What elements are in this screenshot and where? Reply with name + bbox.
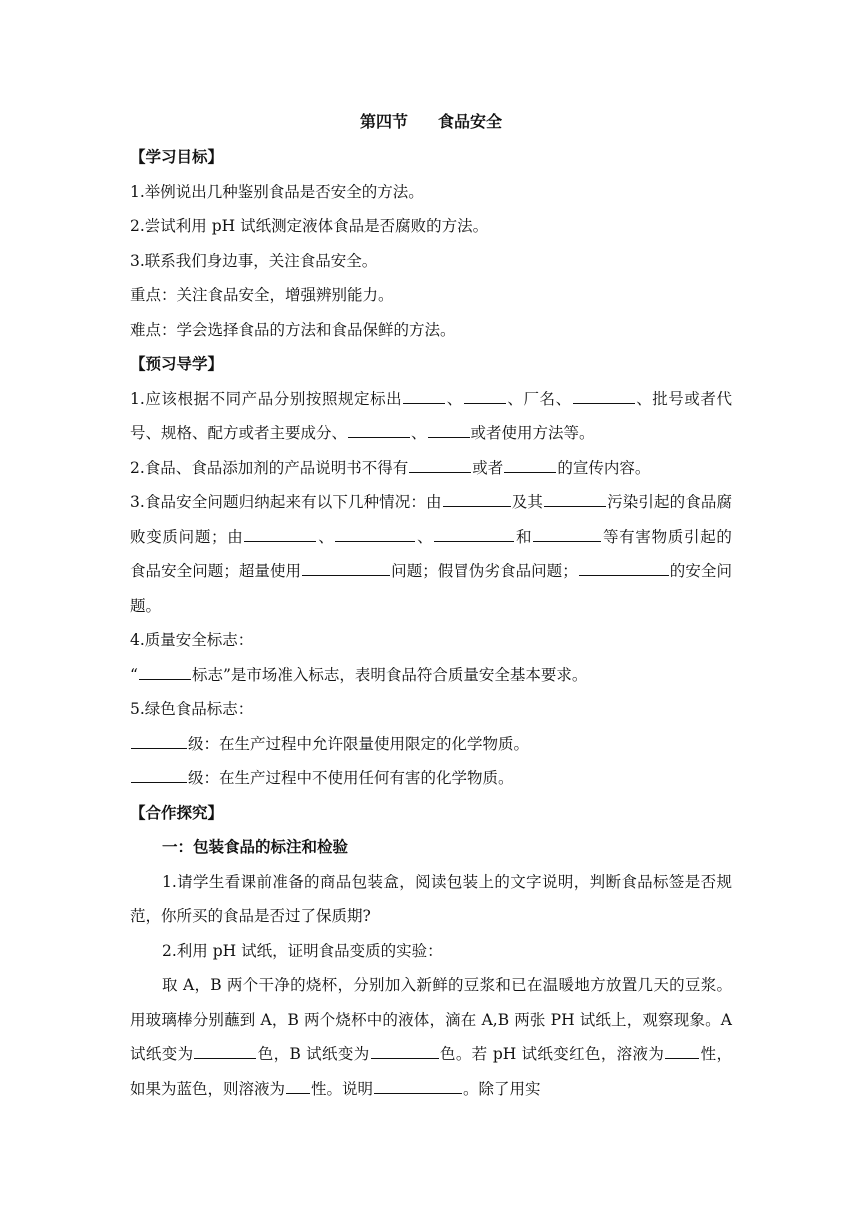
answer-blank[interactable] xyxy=(371,1044,439,1059)
goal-item: 3.联系我们身边事，关注食品安全。 xyxy=(130,251,378,270)
answer-blank[interactable] xyxy=(665,1044,699,1059)
goals-heading: 【学习目标】 xyxy=(130,148,224,166)
answer-blank[interactable] xyxy=(434,527,514,542)
preview-heading: 【预习导学】 xyxy=(130,355,224,373)
answer-blank[interactable] xyxy=(464,389,506,404)
explore-paragraph-1: 1.请学生看课前准备的商品包装盒，阅读包装上的文字说明，判断食品标签是否规范，你所买的食品是否过了保质期? xyxy=(130,872,732,925)
explore-heading: 【合作探究】 xyxy=(130,803,224,822)
preview-q3: 3.食品安全问题归纳起来有以下几种情况：由 及其 污染引起的食品腐败变质问题；由 、 、 和 等有害物质引起的食品安全问题；超量使用 问题；假冒伪劣食品问题； 的安全问题。 xyxy=(130,493,732,615)
preview-q5-level-aa: 级：在生产过程中不使用任何有害的化学物质。 xyxy=(130,761,732,796)
answer-blank[interactable] xyxy=(131,768,187,783)
key-point: 重点：关注食品安全，增强辨别能力。 xyxy=(130,286,394,304)
answer-blank[interactable] xyxy=(286,1079,310,1094)
difficulty-point: 难点：学会选择食品的方法和食品保鲜的方法。 xyxy=(130,320,456,339)
answer-blank[interactable] xyxy=(533,527,601,542)
preview-q4: “ 标志”是市场准入标志，表明食品符合质量安全基本要求。 xyxy=(130,665,588,684)
preview-q5-level-a: 级：在生产过程中允许限量使用限定的化学物质。 xyxy=(130,727,732,762)
answer-blank[interactable] xyxy=(131,734,187,749)
title-section: 第四节 xyxy=(359,112,408,131)
answer-blank[interactable] xyxy=(302,561,390,576)
answer-blank[interactable] xyxy=(194,1044,256,1059)
explore-paragraph-2: 2.利用 pH 试纸，证明食品变质的实验： xyxy=(162,941,443,960)
preview-q5-heading: 5.绿色食品标志： xyxy=(130,700,254,718)
answer-blank[interactable] xyxy=(244,527,316,542)
answer-blank[interactable] xyxy=(374,1079,462,1094)
answer-blank[interactable] xyxy=(139,665,191,680)
page-title xyxy=(130,104,732,140)
answer-blank[interactable] xyxy=(428,423,470,438)
answer-blank[interactable] xyxy=(409,458,471,473)
preview-q2: 2.食品、食品添加剂的产品说明书不得有 或者 的宣传内容。 xyxy=(130,458,651,477)
answer-blank[interactable] xyxy=(335,527,415,542)
answer-blank[interactable] xyxy=(573,389,635,404)
title-name: 食品安全 xyxy=(438,112,503,131)
goal-item: 1.举例说出几种鉴别食品是否安全的方法。 xyxy=(130,182,424,201)
answer-blank[interactable] xyxy=(403,389,445,404)
answer-blank[interactable] xyxy=(504,458,556,473)
explore-subheading: 一：包装食品的标注和检验 xyxy=(162,838,349,856)
answer-blank[interactable] xyxy=(579,561,669,576)
answer-blank[interactable] xyxy=(544,492,606,507)
preview-q4-heading: 4.质量安全标志： xyxy=(130,631,254,649)
explore-paragraph-3: 取 A，B 两个干净的烧杯，分别加入新鲜的豆浆和已在温暖地方放置几天的豆浆。用玻璃棒分别蘸到 A，B 两个烧杯中的液体，滴在 A,B 两张 PH 试纸上，观察现象。A 试纸变为 色，B 试纸变为 色。若 pH 试纸变红色，溶液为 性，如果为蓝色，则溶液为 性。说明 。除了用实 xyxy=(130,976,732,1098)
goal-item: 2.尝试利用 pH 试纸测定液体食品是否腐败的方法。 xyxy=(130,217,489,235)
answer-blank[interactable] xyxy=(348,423,410,438)
preview-q1: 1.应该根据不同产品分别按照规定标出 、 、厂名、 、批号或者代号、规格、配方或者主要成分、 、 或者使用方法等。 xyxy=(130,389,732,442)
document-content xyxy=(130,104,732,1106)
answer-blank[interactable] xyxy=(443,492,511,507)
